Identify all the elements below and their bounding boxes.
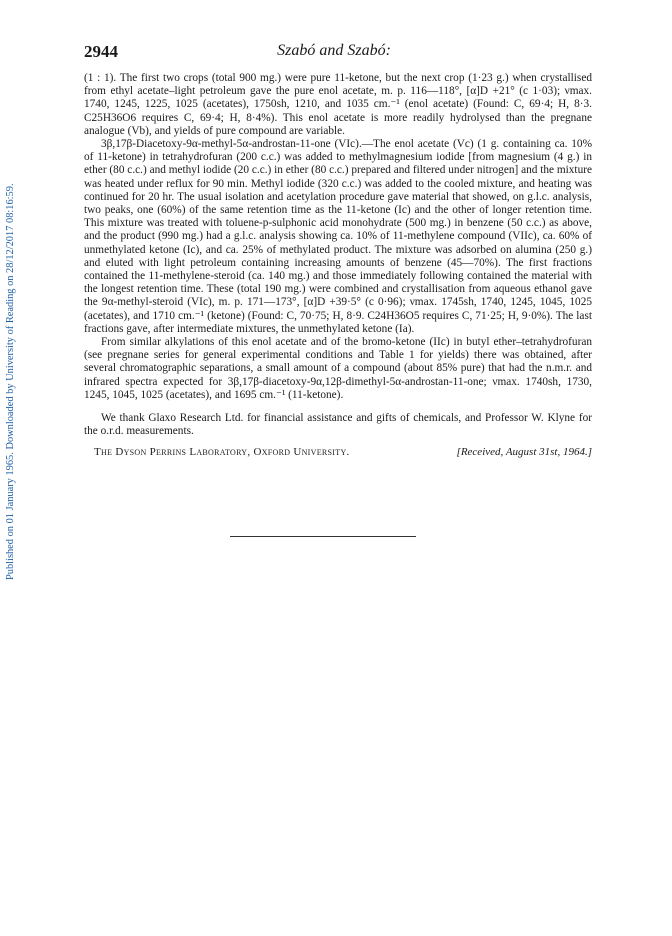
end-rule [230,536,416,537]
article-body [84,72,592,460]
acknowledgement: We thank Glaxo Research Ltd. for financial assistance and gifts of chemicals, and Professor W. Klyne for the o.r.d. measurements. [84,412,592,438]
paragraph-enol-acetate: (1 : 1). The first two crops (total 900 mg.) were pure 11-ketone, but the next crop (1·23 g.) when crystallised from ethyl acetate–light petroleum gave the pure enol acetate, m. p. 116—118°, [α]D +21° (c 1·03); νmax. 1740, 1245, 1225, 1025 (acetates), 1750sh, 1210, and 1035 cm.⁻¹ (enol acetate) (Found: C, 69·4; H, 8·3. C25H36O6 requires C, 69·4; H, 8·4%). This enol acetate is more readily hydrolysed than the pregnane analogue (Vb), and yields of pure compound are variable. [84,72,592,137]
page-number: 2944 [84,42,118,61]
publication-sidenote: Published on 01 January 1965. Downloaded by University of Reading on 28/12/2017 08:16:59. [5,183,16,580]
received-date: [Received, August 31st, 1964.] [456,446,592,459]
page-header [84,42,584,68]
laboratory-affiliation: The Dyson Perrins Laboratory, Oxford University. [94,446,350,459]
paragraph-methyl-steroid: 3β,17β-Diacetoxy-9α-methyl-5α-androstan-11-one (VIc).—The enol acetate (Vc) (1 g. containing ca. 10% of 11-ketone) in tetrahydrofuran (200 c.c.) was added to methylmagnesium iodide [from magnesium (4 g.) in ether (80 c.c.) and methyl iodide (20 c.c.) in ether (80 c.c.) prepared and filtered under nitrogen] and the mixture was heated under reflux for 90 min. Methyl iodide (320 c.c.) was added to the cooled mixture, and heating was continued for 20 hr. The usual isolation and acetylation procedure gave material that showed, on g.l.c. analysis, two peaks, one (60%) of the same retention time as the 11-ketone (Ic) and the other of longer retention time. This mixture was treated with toluene-p-sulphonic acid monohydrate (500 mg.) in benzene (50 c.c.) as above, and the product (990 mg.) had a g.l.c. analysis showing ca. 10% of 11-methylene compound (VIIc), ca. 60% of unmethylated ketone (Ic), and ca. 25% of methylated product. The mixture was adsorbed on alumina (250 g.) and eluted with light petroleum containing increasing amounts of benzene (45—70%). The first fractions contained the 11-methylene-steroid (ca. 140 mg.) and those immediately following contained the material with the longest retention time. These (total 190 mg.) were combined and crystallisation from aqueous ethanol gave the 9α-methyl-steroid (VIc), m. p. 171—173°, [α]D +39·5° (c 0·96); νmax. 1745sh, 1740, 1245, 1045, 1025 (acetates), and 1710 cm.⁻¹ (ketone) (Found: C, 70·75; H, 8·9. C24H36O5 requires C, 71·25; H, 9·0%). The last fractions gave, after intermediate mixtures, the unmethylated ketone (Ia). [84,138,592,335]
running-head: Szabó and Szabó: [277,42,391,59]
paragraph-alkylations: From similar alkylations of this enol acetate and of the bromo-ketone (IIc) in butyl ether–tetrahydrofuran (see pregnane series for general experimental conditions and Table 1 for yields) there was obtained, after several chromatographic separations, a small amount of a compound (about 85% pure) that had the n.m.r. and infrared spectra expected for 3β,17β-diacetoxy-9α,12β-dimethyl-5α-androstan-11-one; νmax. 1740sh, 1730, 1245, 1045, 1025 (acetates), and 1695 cm.⁻¹ (11-ketone). [84,336,592,401]
article-footer [84,446,592,459]
